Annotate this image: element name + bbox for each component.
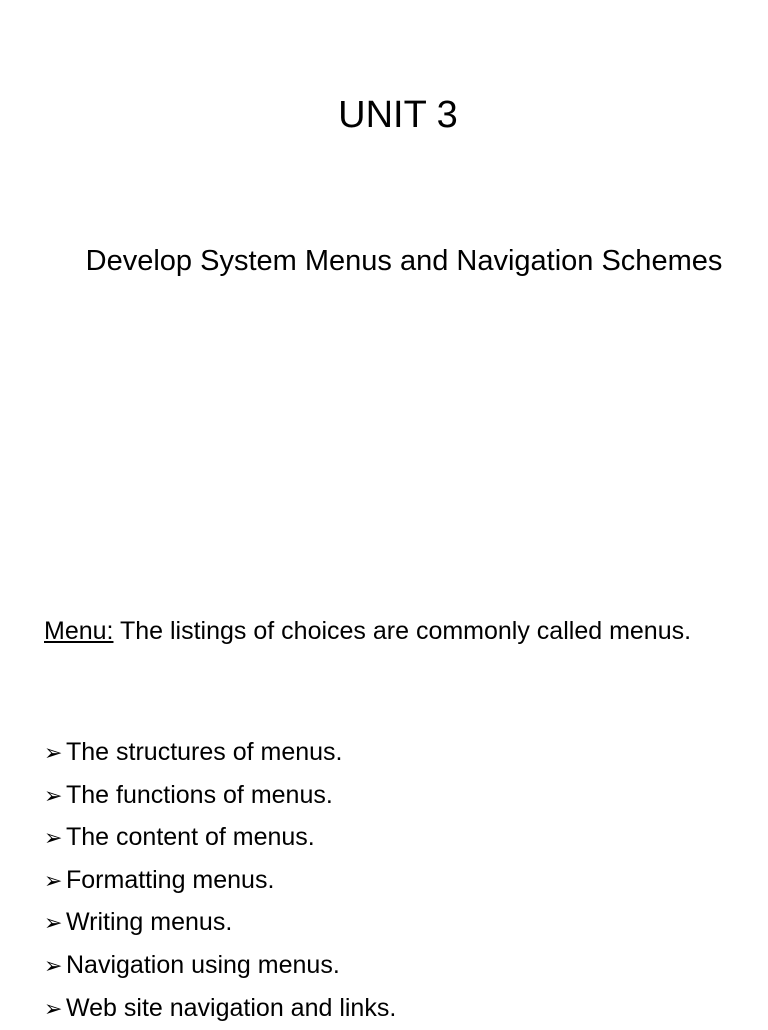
list-item-text: The functions of menus. — [66, 780, 333, 809]
arrow-bullet-icon: ➢ — [44, 996, 63, 1022]
arrow-bullet-icon: ➢ — [44, 911, 63, 937]
list-item — [44, 945, 744, 988]
arrow-bullet-icon: ➢ — [44, 826, 63, 852]
list-item-text: Web site navigation and links. — [66, 993, 397, 1022]
arrow-bullet-icon: ➢ — [44, 783, 63, 809]
list-item — [44, 902, 744, 945]
list-item — [44, 860, 744, 903]
menu-definition — [44, 614, 724, 649]
list-item — [44, 775, 744, 818]
definition-text: The listings of choices are commonly called menus. — [113, 617, 692, 645]
topic-list — [44, 732, 744, 1030]
arrow-bullet-icon: ➢ — [44, 741, 63, 766]
list-item — [44, 732, 744, 775]
slide-subtitle: Develop System Menus and Navigation Schemes — [85, 245, 723, 277]
definition-term: Menu: — [44, 617, 114, 645]
arrow-bullet-icon: ➢ — [44, 868, 63, 894]
list-item — [44, 817, 744, 860]
list-item-text: Formatting menus. — [66, 865, 275, 894]
list-item-text: The structures of menus. — [66, 738, 343, 766]
list-item-text: Navigation using menus. — [66, 950, 340, 979]
slide-title: UNIT 3 — [338, 94, 458, 136]
list-item-text: The content of menus. — [66, 823, 315, 852]
list-item-text: Writing menus. — [66, 908, 233, 937]
arrow-bullet-icon: ➢ — [44, 953, 63, 979]
